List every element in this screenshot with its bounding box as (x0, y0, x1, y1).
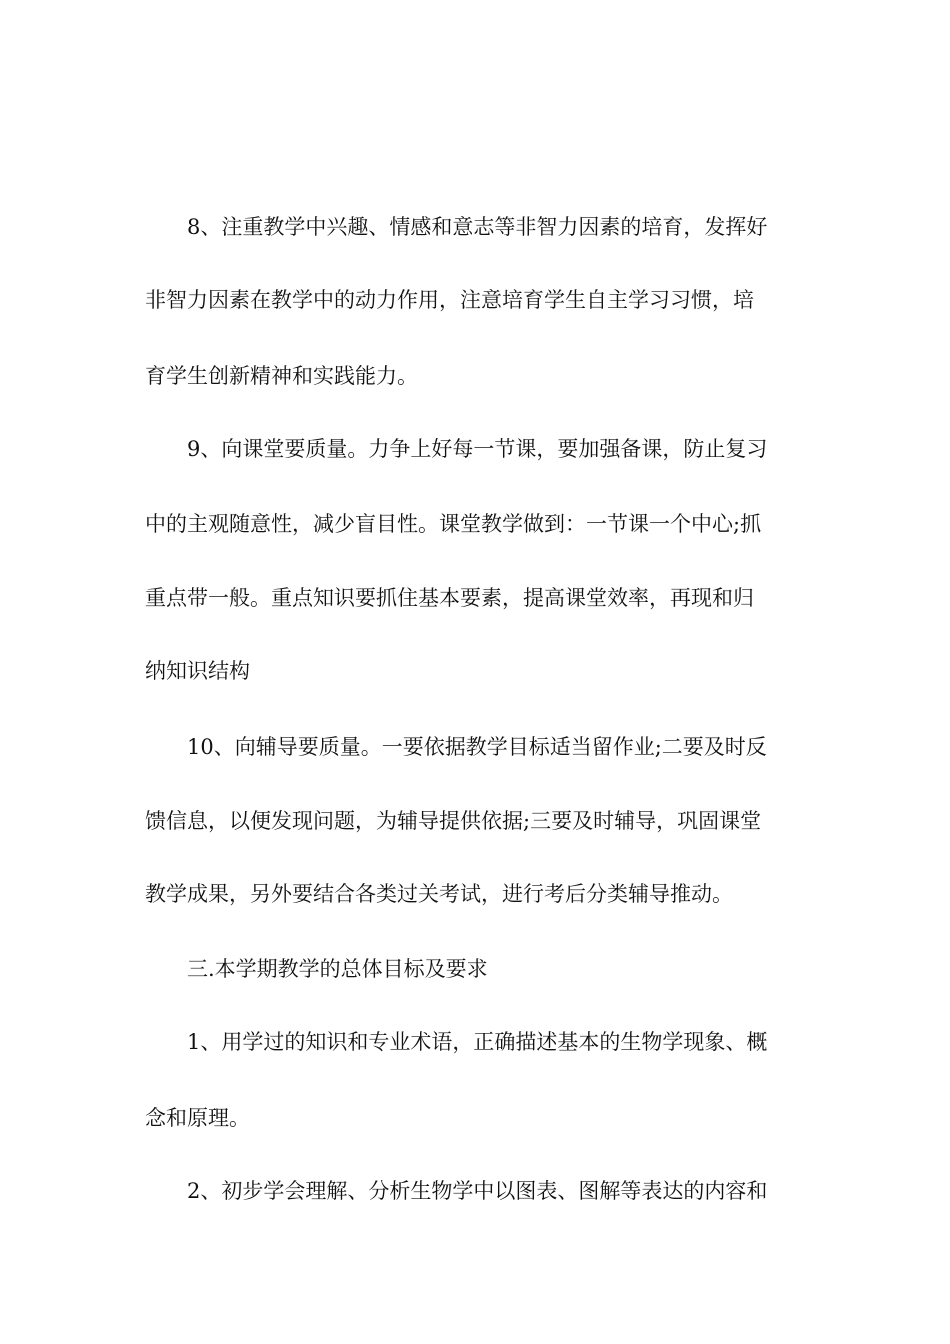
paragraph-line: 8、注重教学中兴趣、情感和意志等非智力因素的培育，发挥好 (187, 215, 768, 239)
paragraph-line: 9、向课堂要质量。力争上好每一节课，要加强备课，防止复习 (187, 437, 768, 461)
paragraph-line: 1、用学过的知识和专业术语，正确描述基本的生物学现象、概 (187, 1030, 768, 1054)
paragraph-line: 重点带一般。重点知识要抓住基本要素，提高课堂效率，再现和归 (145, 586, 754, 610)
paragraph-line: 念和原理。 (145, 1106, 250, 1130)
paragraph-line: 非智力因素在教学中的动力作用，注意培育学生自主学习习惯，培 (145, 288, 754, 312)
paragraph-line: 育学生创新精神和实践能力。 (145, 364, 418, 388)
paragraph-line: 中的主观随意性，减少盲目性。课堂教学做到：一节课一个中心;抓 (145, 512, 762, 536)
paragraph-line: 10、向辅导要质量。一要依据教学目标适当留作业;二要及时反 (187, 735, 767, 759)
paragraph-line: 馈信息，以便发现问题，为辅导提供依据;三要及时辅导，巩固课堂 (145, 809, 762, 833)
paragraph-line: 2、初步学会理解、分析生物学中以图表、图解等表达的内容和 (187, 1179, 768, 1203)
paragraph-line: 教学成果，另外要结合各类过关考试，进行考后分类辅导推动。 (145, 882, 733, 906)
section-heading: 三.本学期教学的总体目标及要求 (187, 957, 488, 981)
paragraph-line: 纳知识结构 (145, 659, 250, 683)
